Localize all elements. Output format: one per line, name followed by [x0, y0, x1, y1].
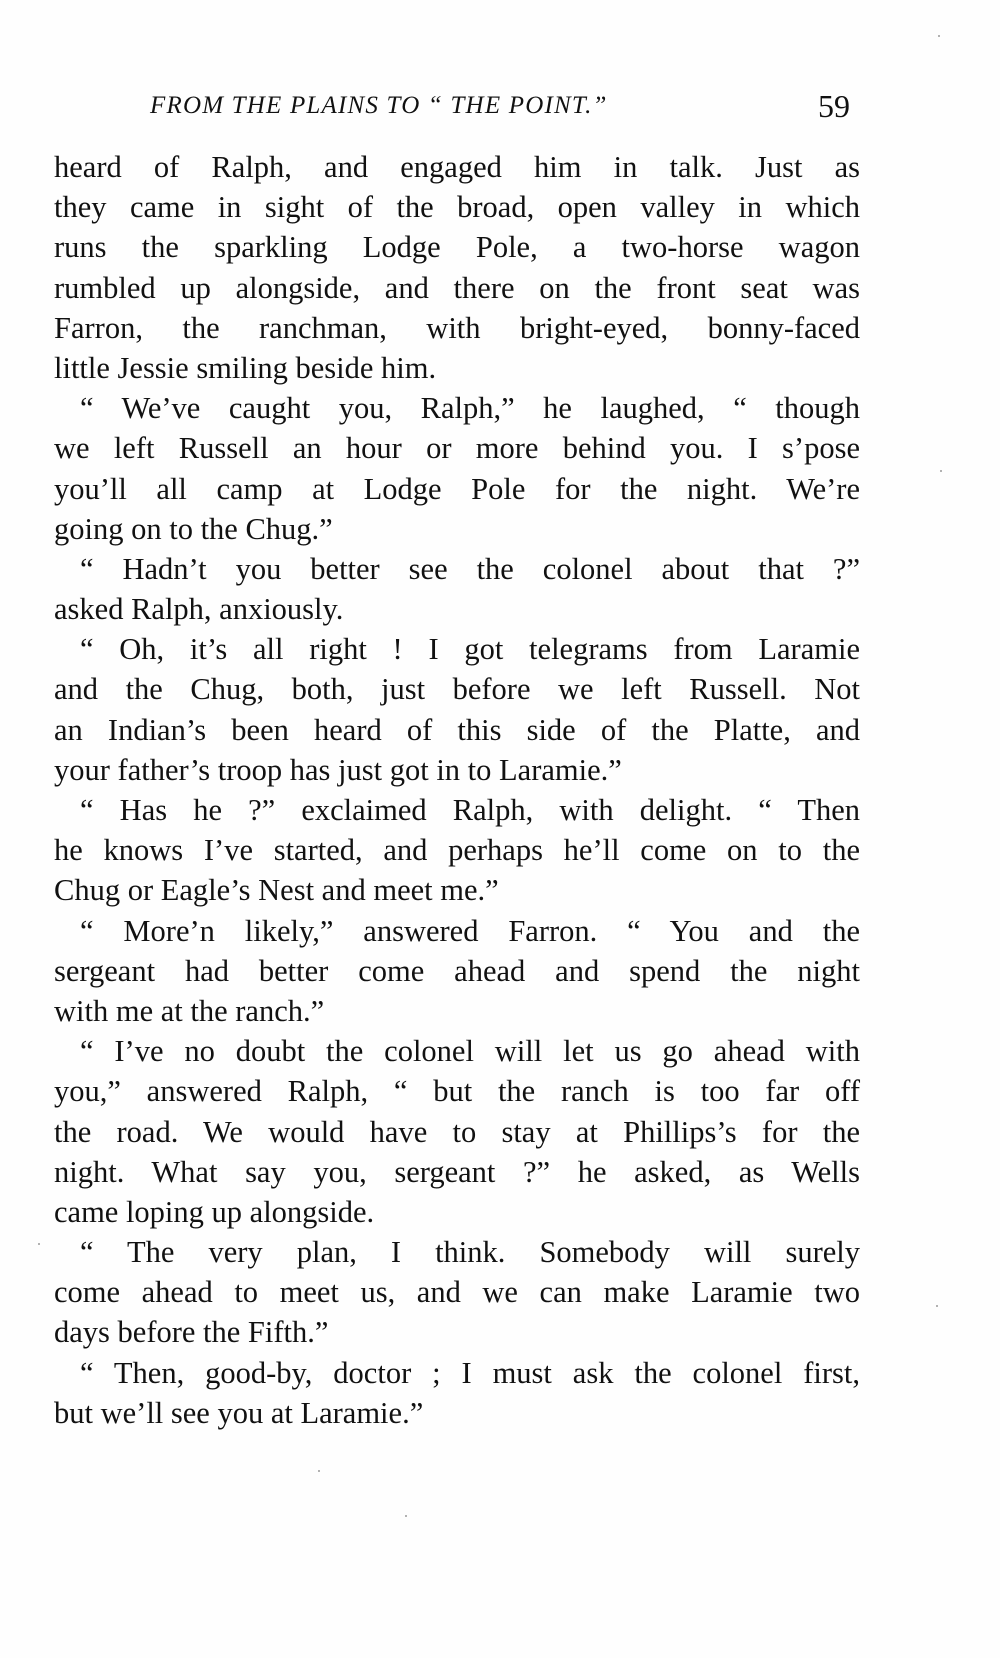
- text-line: “ Hadn’t you better see the colonel about that ?”: [80, 551, 860, 586]
- text-line: your father’s troop has just got in to Laramie.”: [54, 752, 622, 787]
- text-line: they came in sight of the broad, open valley in which: [54, 190, 860, 225]
- text-line: Chug or Eagle’s Nest and meet me.”: [54, 873, 499, 908]
- text-line: you,” answered Ralph, “ but the ranch is too far off: [54, 1074, 860, 1109]
- text-line: heard of Ralph, and engaged him in talk. Just as: [54, 150, 860, 184]
- running-head: [150, 88, 850, 132]
- text-line: runs the sparkling Lodge Pole, a two-horse wagon: [54, 230, 860, 265]
- margin-speck: [318, 1470, 320, 1472]
- text-line: you’ll all camp at Lodge Pole for the night. We’re: [54, 471, 860, 506]
- margin-speck: [38, 1243, 40, 1245]
- margin-speck: [938, 35, 940, 37]
- text-line: going on to the Chug.”: [54, 511, 333, 546]
- text-line: the road. We would have to stay at Phillips’s for the: [54, 1114, 860, 1149]
- body-text: [54, 147, 860, 1433]
- text-line: come ahead to meet us, and we can make Laramie two: [54, 1275, 860, 1310]
- running-title: FROM THE PLAINS TO “ THE POINT.”: [150, 92, 608, 119]
- text-line: rumbled up alongside, and there on the front seat was: [54, 270, 860, 305]
- text-line: Farron, the ranchman, with bright-eyed, bonny-faced: [54, 310, 860, 345]
- text-line: with me at the ranch.”: [54, 993, 325, 1028]
- text-line: and the Chug, both, just before we left Russell. Not: [54, 672, 860, 707]
- margin-speck: [940, 470, 942, 472]
- text-line: sergeant had better come ahead and spend the night: [54, 953, 860, 988]
- text-line: night. What say you, sergeant ?” he asked, as Wells: [54, 1154, 860, 1189]
- text-line: “ Oh, it’s all right ! I got telegrams from Laramie: [80, 632, 860, 667]
- text-line: asked Ralph, anxiously.: [54, 592, 344, 627]
- text-line: came loping up alongside.: [54, 1194, 375, 1229]
- text-line: an Indian’s been heard of this side of the Platte, and: [54, 712, 860, 747]
- text-line: “ I’ve no doubt the colonel will let us go ahead with: [80, 1034, 860, 1069]
- page-number: 59: [818, 88, 850, 124]
- margin-speck: [936, 1305, 938, 1307]
- text-line: little Jessie smiling beside him.: [54, 350, 437, 385]
- text-line: days before the Fifth.”: [54, 1315, 329, 1350]
- margin-speck: [405, 1515, 407, 1517]
- text-line: he knows I’ve started, and perhaps he’ll come on to the: [54, 833, 860, 868]
- text-line: we left Russell an hour or more behind you. I s’pose: [54, 431, 860, 466]
- text-line: “ More’n likely,” answered Farron. “ You and the: [80, 913, 860, 948]
- text-line: but we’ll see you at Laramie.”: [54, 1395, 424, 1430]
- text-line: “ Then, good-by, doctor ; I must ask the colonel first,: [80, 1355, 860, 1390]
- text-line: “ We’ve caught you, Ralph,” he laughed, “ though: [80, 391, 860, 426]
- text-line: “ The very plan, I think. Somebody will surely: [80, 1235, 860, 1270]
- text-line: “ Has he ?” exclaimed Ralph, with delight. “ Then: [80, 793, 860, 827]
